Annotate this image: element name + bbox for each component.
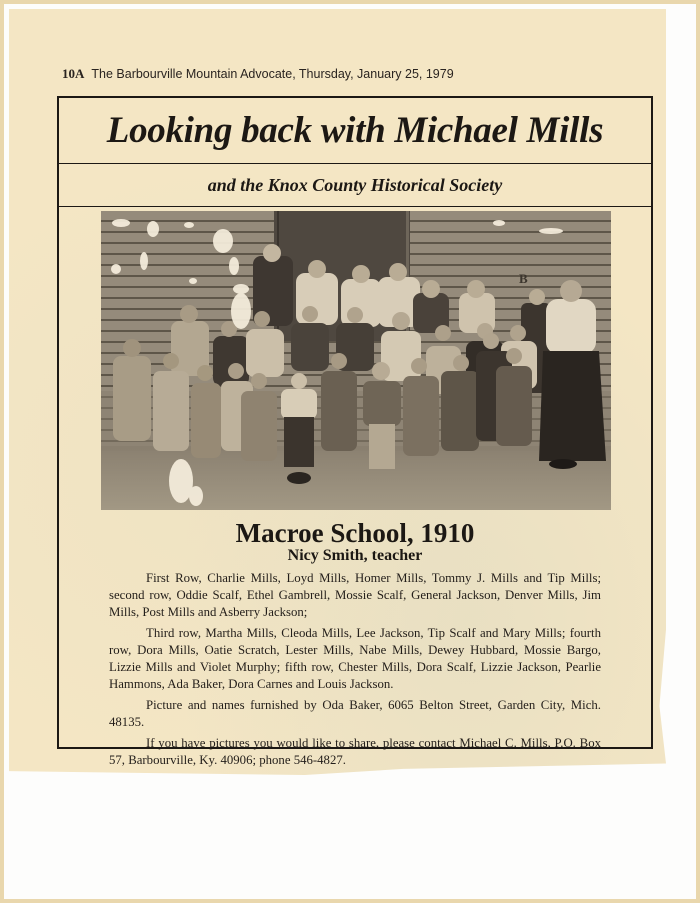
caption-subtitle: Nicy Smith, teacher	[287, 547, 423, 564]
school-photo-image	[101, 211, 611, 510]
publication-line: The Barbourville Mountain Advocate, Thursday, January 25, 1979	[91, 67, 454, 81]
caption-body	[109, 570, 601, 773]
title-band	[59, 98, 651, 164]
article-box	[57, 96, 653, 767]
subtitle-band	[59, 164, 651, 207]
school-photo	[101, 211, 611, 510]
caption-title: Macroe School, 1910	[235, 518, 475, 548]
caption-paragraph-source: Picture and names furnished by Oda Baker, 6065 Belton Street, Garden City, Mich. 48135.	[109, 698, 601, 729]
column-subtitle: and the Knox County Historical Society	[207, 174, 503, 195]
page-number: 10A	[62, 66, 85, 81]
caption-paragraph-rows-1-2: First Row, Charlie Mills, Loyd Mills, Homer Mills, Tommy J. Mills and Tip Mills; second row, Oddie Scalf, Ethel Gambrell, Mossie Scalf, General Jackson, Denver Mills, Jim Mills, Post Mills and Asberry Jackson;	[109, 571, 601, 619]
wall-marking: B	[519, 271, 528, 286]
column-title: Looking back with Michael Mills	[106, 110, 604, 151]
caption-paragraph-rows-3-5: Third row, Martha Mills, Cleoda Mills, Lee Jackson, Tip Scalf and Mary Mills; fourth row, Dora Mills, Oatie Scratch, Lester Mills, Nabe Mills, Dewey Hubbard, Mossie Bargo, Lizzie Mills and Violet Murphy; fifth row, Chester Mills, Dora Scalf, Lizzie Jackson, Pearlie Hammons, Ada Baker, Dora Carnes and Louis Jackson.	[109, 626, 601, 691]
newspaper-header	[62, 66, 454, 82]
caption-paragraph-contact: If you have pictures you would like to share, please contact Michael C. Mills, P.O. Box 57, Barbourville, Ky. 40906; phone 546-4827.	[109, 736, 601, 767]
